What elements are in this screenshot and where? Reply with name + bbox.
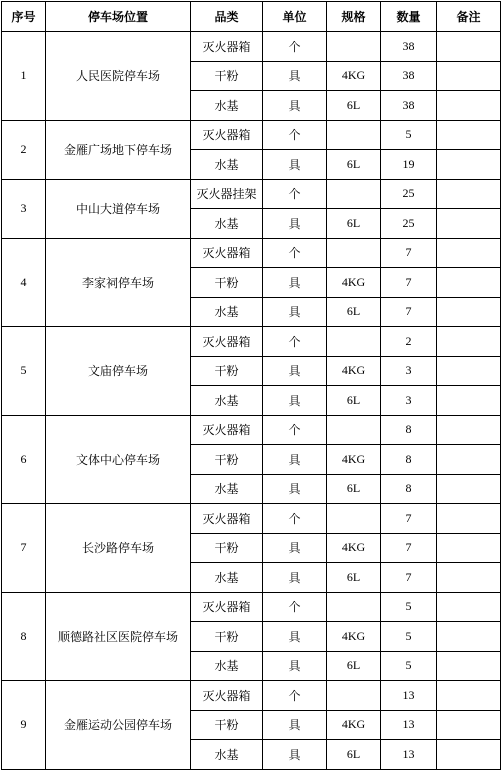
qty-cell: 38: [381, 32, 437, 62]
unit-cell: 具: [263, 209, 327, 239]
note-cell: [437, 651, 501, 681]
unit-cell: 具: [263, 61, 327, 91]
spec-cell: 6L: [327, 150, 381, 180]
note-cell: [437, 622, 501, 652]
spec-cell: [327, 120, 381, 150]
table-row: [2, 415, 501, 445]
qty-cell: 2: [381, 327, 437, 357]
unit-cell: 具: [263, 710, 327, 740]
spec-cell: 4KG: [327, 710, 381, 740]
table-body: [2, 32, 501, 770]
table-row: [2, 327, 501, 357]
spec-cell: 6L: [327, 386, 381, 416]
note-cell: [437, 179, 501, 209]
location-cell: 金雁广场地下停车场: [46, 120, 191, 179]
note-cell: [437, 533, 501, 563]
qty-cell: 7: [381, 238, 437, 268]
qty-cell: 19: [381, 150, 437, 180]
note-cell: [437, 563, 501, 593]
item-cell: 干粉: [191, 710, 263, 740]
spec-cell: 4KG: [327, 61, 381, 91]
spec-cell: 4KG: [327, 622, 381, 652]
spec-cell: 6L: [327, 651, 381, 681]
unit-cell: 个: [263, 327, 327, 357]
table-row: [2, 32, 501, 62]
seq-cell: 7: [2, 504, 46, 593]
item-cell: 灭火器箱: [191, 32, 263, 62]
item-cell: 灭火器挂架: [191, 179, 263, 209]
unit-cell: 个: [263, 32, 327, 62]
qty-cell: 7: [381, 504, 437, 534]
qty-cell: 13: [381, 740, 437, 770]
unit-cell: 个: [263, 681, 327, 711]
unit-cell: 具: [263, 445, 327, 475]
spec-cell: 6L: [327, 474, 381, 504]
note-cell: [437, 297, 501, 327]
unit-cell: 个: [263, 120, 327, 150]
spec-cell: [327, 504, 381, 534]
unit-cell: 具: [263, 474, 327, 504]
note-cell: [437, 415, 501, 445]
seq-cell: 1: [2, 32, 46, 121]
unit-cell: 具: [263, 563, 327, 593]
item-cell: 灭火器箱: [191, 415, 263, 445]
note-cell: [437, 61, 501, 91]
item-cell: 灭火器箱: [191, 238, 263, 268]
spec-cell: 6L: [327, 91, 381, 121]
item-cell: 干粉: [191, 533, 263, 563]
item-cell: 灭火器箱: [191, 504, 263, 534]
note-cell: [437, 32, 501, 62]
note-cell: [437, 504, 501, 534]
spec-cell: 4KG: [327, 268, 381, 298]
qty-cell: 7: [381, 533, 437, 563]
note-cell: [437, 120, 501, 150]
seq-cell: 6: [2, 415, 46, 504]
unit-cell: 具: [263, 268, 327, 298]
qty-cell: 5: [381, 622, 437, 652]
item-cell: 水基: [191, 150, 263, 180]
location-cell: 李家祠停车场: [46, 238, 191, 327]
qty-cell: 8: [381, 415, 437, 445]
item-cell: 水基: [191, 474, 263, 504]
seq-cell: 2: [2, 120, 46, 179]
note-cell: [437, 91, 501, 121]
seq-cell: 3: [2, 179, 46, 238]
spec-cell: 4KG: [327, 445, 381, 475]
note-cell: [437, 445, 501, 475]
header-note: 备注: [437, 2, 501, 32]
qty-cell: 7: [381, 268, 437, 298]
qty-cell: 13: [381, 681, 437, 711]
table-row: [2, 592, 501, 622]
table-row: [2, 238, 501, 268]
qty-cell: 5: [381, 592, 437, 622]
item-cell: 灭火器箱: [191, 327, 263, 357]
unit-cell: 具: [263, 651, 327, 681]
item-cell: 灭火器箱: [191, 681, 263, 711]
header-location: 停车场位置: [46, 2, 191, 32]
spec-cell: [327, 415, 381, 445]
item-cell: 灭火器箱: [191, 120, 263, 150]
seq-cell: 9: [2, 681, 46, 770]
qty-cell: 25: [381, 179, 437, 209]
spec-cell: 6L: [327, 297, 381, 327]
qty-cell: 38: [381, 61, 437, 91]
location-cell: 文庙停车场: [46, 327, 191, 416]
note-cell: [437, 268, 501, 298]
location-cell: 人民医院停车场: [46, 32, 191, 121]
note-cell: [437, 238, 501, 268]
unit-cell: 具: [263, 386, 327, 416]
header-seq: 序号: [2, 2, 46, 32]
item-cell: 灭火器箱: [191, 592, 263, 622]
unit-cell: 具: [263, 740, 327, 770]
table-header: [2, 2, 501, 32]
spec-cell: 4KG: [327, 356, 381, 386]
item-cell: 干粉: [191, 445, 263, 475]
header-spec: 规格: [327, 2, 381, 32]
spec-cell: [327, 681, 381, 711]
qty-cell: 7: [381, 297, 437, 327]
qty-cell: 5: [381, 651, 437, 681]
location-cell: 中山大道停车场: [46, 179, 191, 238]
unit-cell: 个: [263, 179, 327, 209]
qty-cell: 3: [381, 386, 437, 416]
spec-cell: 4KG: [327, 533, 381, 563]
unit-cell: 具: [263, 150, 327, 180]
item-cell: 干粉: [191, 61, 263, 91]
unit-cell: 具: [263, 91, 327, 121]
note-cell: [437, 592, 501, 622]
note-cell: [437, 740, 501, 770]
seq-cell: 8: [2, 592, 46, 681]
unit-cell: 具: [263, 622, 327, 652]
header-row: [2, 2, 501, 32]
note-cell: [437, 356, 501, 386]
unit-cell: 具: [263, 533, 327, 563]
unit-cell: 个: [263, 415, 327, 445]
table-row: [2, 179, 501, 209]
spec-cell: 6L: [327, 740, 381, 770]
spec-cell: [327, 32, 381, 62]
header-qty: 数量: [381, 2, 437, 32]
qty-cell: 8: [381, 474, 437, 504]
unit-cell: 个: [263, 504, 327, 534]
qty-cell: 3: [381, 356, 437, 386]
location-cell: 长沙路停车场: [46, 504, 191, 593]
item-cell: 干粉: [191, 622, 263, 652]
item-cell: 水基: [191, 209, 263, 239]
location-cell: 文体中心停车场: [46, 415, 191, 504]
note-cell: [437, 681, 501, 711]
spec-cell: [327, 592, 381, 622]
header-item: 品类: [191, 2, 263, 32]
unit-cell: 个: [263, 592, 327, 622]
qty-cell: 13: [381, 710, 437, 740]
note-cell: [437, 386, 501, 416]
item-cell: 水基: [191, 91, 263, 121]
note-cell: [437, 150, 501, 180]
qty-cell: 25: [381, 209, 437, 239]
item-cell: 干粉: [191, 356, 263, 386]
spec-cell: 6L: [327, 563, 381, 593]
spec-cell: [327, 327, 381, 357]
unit-cell: 具: [263, 356, 327, 386]
qty-cell: 38: [381, 91, 437, 121]
spec-cell: [327, 238, 381, 268]
item-cell: 水基: [191, 740, 263, 770]
seq-cell: 4: [2, 238, 46, 327]
note-cell: [437, 474, 501, 504]
location-cell: 顺德路社区医院停车场: [46, 592, 191, 681]
table-row: [2, 681, 501, 711]
note-cell: [437, 327, 501, 357]
spec-cell: [327, 179, 381, 209]
seq-cell: 5: [2, 327, 46, 416]
spec-cell: 6L: [327, 209, 381, 239]
header-unit: 单位: [263, 2, 327, 32]
qty-cell: 7: [381, 563, 437, 593]
item-cell: 水基: [191, 386, 263, 416]
qty-cell: 5: [381, 120, 437, 150]
item-cell: 水基: [191, 563, 263, 593]
unit-cell: 具: [263, 297, 327, 327]
inventory-table: [1, 1, 501, 770]
unit-cell: 个: [263, 238, 327, 268]
note-cell: [437, 209, 501, 239]
item-cell: 水基: [191, 297, 263, 327]
location-cell: 金雁运动公园停车场: [46, 681, 191, 770]
item-cell: 干粉: [191, 268, 263, 298]
table-row: [2, 504, 501, 534]
note-cell: [437, 710, 501, 740]
qty-cell: 8: [381, 445, 437, 475]
table-row: [2, 120, 501, 150]
item-cell: 水基: [191, 651, 263, 681]
